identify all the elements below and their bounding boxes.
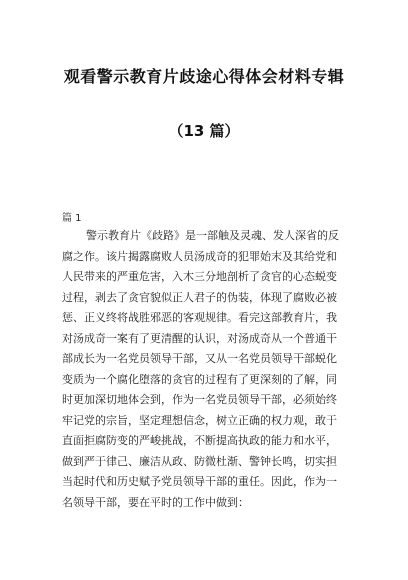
body-line: 腐之作。该片揭露腐败人员汤成奇的犯罪始末及其给党和 bbox=[62, 249, 337, 263]
body-line: 惩、正义终将战胜邪恶的客观规律。看完这部教育片，我 bbox=[62, 311, 337, 324]
body-line: 做到严于律己、廉洁从政、防微杜渐、警钟长鸣，切实担 bbox=[62, 454, 337, 468]
body-line: 直面拒腐防变的严峻挑战，不断提高执政的能力和水平， bbox=[62, 434, 337, 447]
body-line: 过程，剥去了贪官貌似正人君子的伪装，体现了腐败必被 bbox=[62, 290, 337, 304]
body-line: 当起时代和历史赋予党员领导干部的重任。因此，作为一 bbox=[62, 475, 337, 488]
document-title: 观看警示教育片歧途心得体会材料专辑 bbox=[63, 67, 345, 86]
body-line: 对汤成奇一案有了更清醒的认识，对汤成奇从一个普通干 bbox=[62, 331, 337, 345]
body-line: 名领导干部，要在平时的工作中做到： bbox=[62, 495, 249, 509]
body-line: 警示教育片《歧路》是一部触及灵魂、发人深省的反 bbox=[86, 229, 339, 242]
body-paragraph bbox=[62, 226, 354, 513]
body-line: 牢记党的宗旨，坚定理想信念，树立正确的权力观，敢于 bbox=[62, 413, 337, 427]
section-label: 篇 1 bbox=[62, 213, 82, 224]
document-subtitle: （13 篇） bbox=[168, 122, 240, 140]
body-line: 时更加深切地体会到，作为一名党员领导干部，必须始终 bbox=[62, 393, 337, 406]
body-line: 部成长为一名党员领导干部，又从一名党员领导干部蜕化 bbox=[62, 352, 337, 365]
body-line: 人民带来的严重危害，入木三分地剖析了贪官的心态蜕变 bbox=[62, 270, 337, 283]
body-line: 变质为一个腐化堕落的贪官的过程有了更深刻的了解，同 bbox=[62, 372, 337, 386]
